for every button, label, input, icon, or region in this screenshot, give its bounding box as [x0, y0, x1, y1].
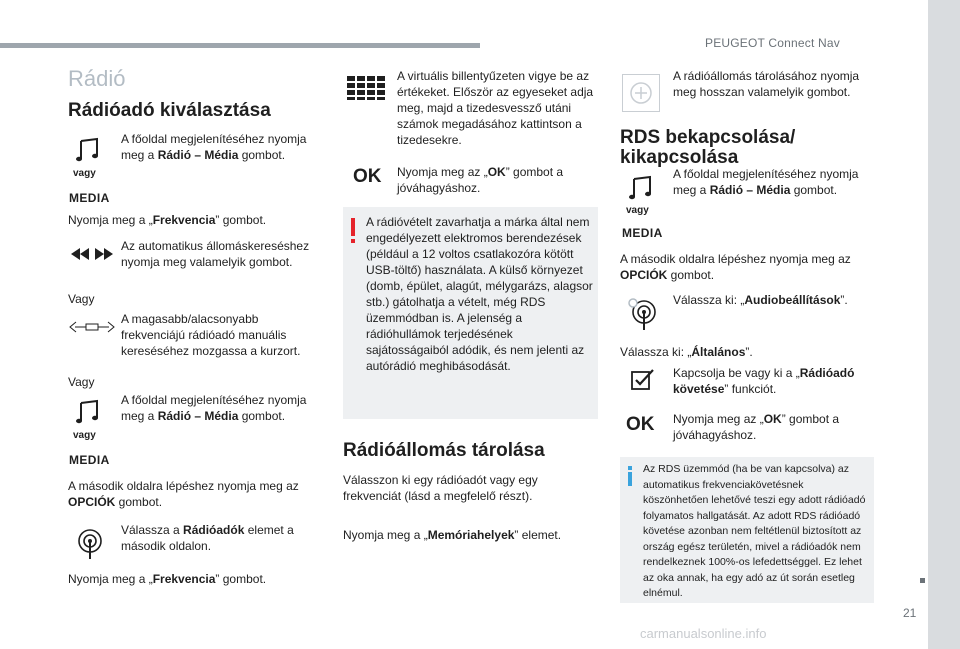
step-open-radio-2: A főoldal megjelenítéséhez nyomja meg a Rádió – Média gombot.	[121, 393, 307, 423]
audio-settings-text: Válassza ki: „Audiobeállítások”.	[673, 293, 848, 307]
second-page-text: A második oldalra lépéshez nyomja meg az OPCIÓK gombot.	[68, 479, 299, 509]
ok-label: OK	[626, 414, 655, 435]
checkbox-icon	[631, 368, 655, 397]
page-number: 21	[903, 606, 917, 620]
header-brand: PEUGEOT Connect Nav	[705, 36, 840, 50]
confirm-text: Nyomja meg az „OK” gombot a jóváhagyáshoz.	[397, 165, 564, 195]
or-label: vagy	[73, 430, 96, 441]
watermark: carmanualsonline.info	[640, 626, 767, 641]
keyboard-grid-icon	[347, 76, 387, 105]
follow-station-text: Kapcsolja be vagy ki a „Rádióadó követése” funkciót.	[673, 366, 855, 396]
media-label: MEDIA	[69, 453, 110, 467]
store-text: Válasszon ki egy rádióadót vagy egy frekvenciát (lásd a megfelelő részt).	[343, 473, 538, 503]
warning-icon	[351, 218, 355, 236]
manual-search-text: A magasabb/alacsonyabb frekvenciájú rádióadó manuális kereséséhez mozgassa a kurzort.	[121, 312, 301, 358]
section-title: Rádió	[68, 66, 126, 91]
press-frequency: Nyomja meg a „Frekvencia” gombot.	[68, 213, 267, 227]
or-text: Vagy	[68, 292, 95, 306]
info-icon-dot	[628, 466, 632, 470]
or-label: vagy	[626, 205, 649, 216]
radio-antenna-icon	[75, 528, 105, 565]
auto-search-text: Az automatikus állomáskereséshez nyomja meg valamelyik gombot.	[121, 239, 310, 269]
heading-radio-select: Rádióadó kiválasztása	[68, 100, 271, 121]
warning-icon-dot	[351, 239, 355, 243]
radio-settings-icon	[627, 297, 659, 336]
ok-label: OK	[353, 166, 382, 187]
media-label: MEDIA	[69, 191, 110, 205]
press-frequency-2: Nyomja meg a „Frekvencia” gombot.	[68, 572, 267, 586]
info-icon	[628, 472, 632, 486]
music-note-icon	[75, 399, 101, 430]
second-page-text-2: A második oldalra lépéshez nyomja meg az OPCIÓK gombot.	[620, 252, 851, 282]
heading-rds-line2: kikapcsolása	[620, 147, 739, 168]
or-label: vagy	[73, 168, 96, 179]
page-marker	[920, 578, 925, 583]
or-text: Vagy	[68, 375, 95, 389]
heading-store-station: Rádióállomás tárolása	[343, 440, 545, 461]
slider-arrows-icon	[69, 320, 115, 338]
select-stations-text: Válassza a Rádióadók elemet a második oldalon.	[121, 523, 294, 553]
seek-arrows-icon	[70, 247, 114, 266]
step-open-radio: A főoldal megjelenítéséhez nyomja meg a Rádió – Média gombot.	[121, 132, 307, 162]
press-memory: Nyomja meg a „Memóriahelyek” elemet.	[343, 528, 562, 542]
step-open-radio-3: A főoldal megjelenítéséhez nyomja meg a Rádió – Média gombot.	[673, 167, 859, 197]
info-text: Az RDS üzemmód (ha be van kapcsolva) az automatikus frekvenciakövetésnek köszönhetően lehetővé teszi egy adott rádióadó folyamatos hallgatását. Az adott RDS rádióadó követése azonban nem feltétlenül biztosított az ország egész területén, mivel a rádióadók nem rendelkeznek 100%-os lefedettséggel. Ez lehet az oka annak, ha egy adó az út során esetleg elnémul.	[643, 463, 866, 599]
header-bar	[0, 43, 480, 48]
store-long-text: A rádióállomás tárolásához nyomja meg hosszan valamelyik gombot.	[673, 69, 860, 99]
general-text: Válassza ki: „Általános”.	[620, 345, 753, 359]
keyboard-text: A virtuális billentyűzeten vigye be az értékeket. Először az egyeseket adja meg, majd a tizedesvessző utáni számok megadásához kattintson a tizedesekre.	[397, 69, 594, 147]
music-note-icon	[628, 175, 654, 206]
confirm-text-2: Nyomja meg az „OK” gombot a jóváhagyáshoz.	[673, 412, 840, 442]
heading-rds-line1: RDS bekapcsolása/	[620, 127, 796, 148]
warning-text: A rádióvételt zavarhatja a márka által nem engedélyezett elektromos berendezések (például a 12 voltos csatlakozóra kötött USB-töltő) használata. A külső környezet (domb, épület, alagút, mélygarázs, alagsor stb.) gátolhatja a vételt, még RDS üzemmódban is. A jelenség a rádióhullámok terjedésének sajátosságaiból adódik, és nem jelenti az autórádió meghibásodását.	[366, 215, 593, 373]
add-preset-icon	[622, 74, 660, 112]
page-side-strip	[928, 0, 960, 649]
music-note-icon	[75, 137, 101, 168]
media-label: MEDIA	[622, 226, 663, 240]
